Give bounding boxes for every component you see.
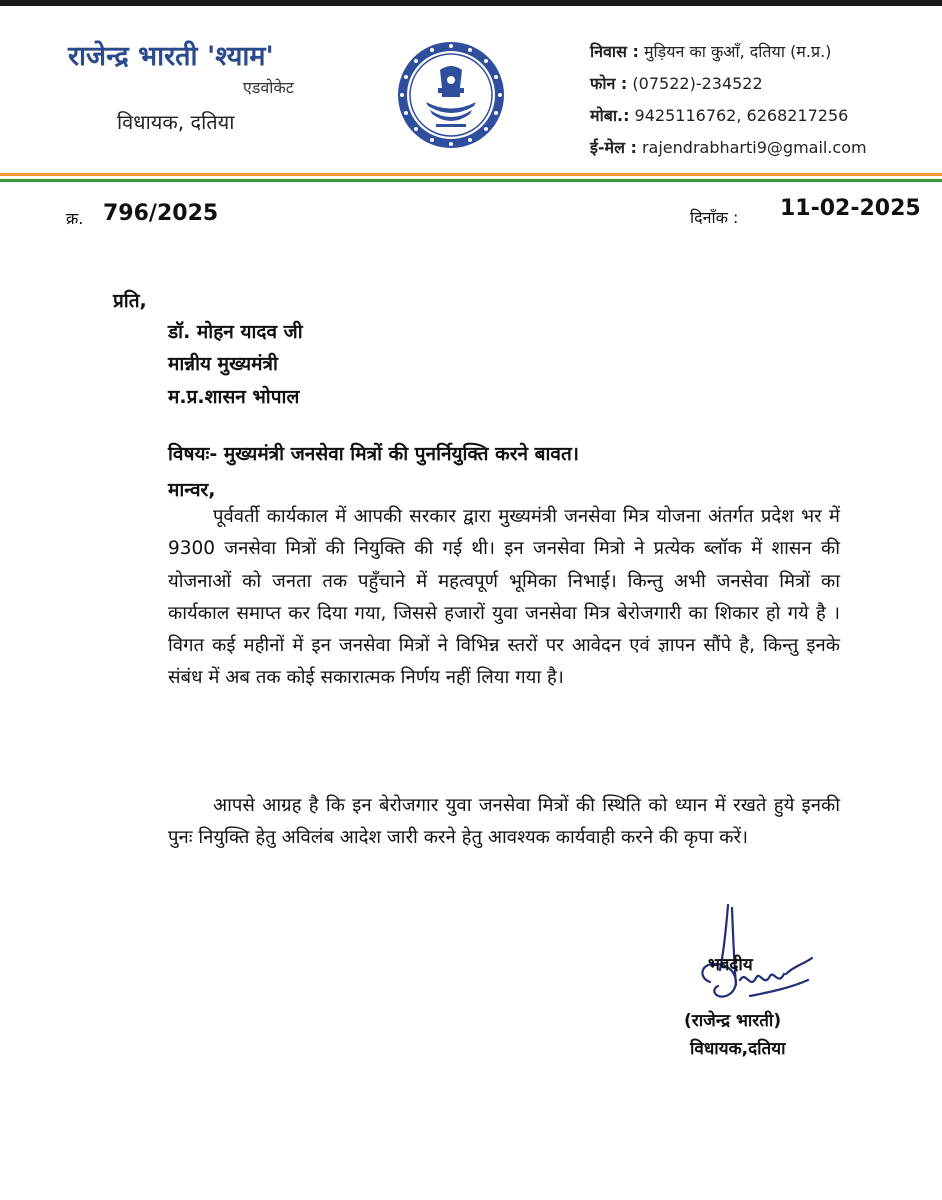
contact-mobile: मोबा.: 9425116762, 6268217256 [590, 106, 849, 125]
recipient-office: म.प्र.शासन भोपाल [168, 386, 300, 408]
letterhead-name: राजेन्द्र भारती 'श्याम' [68, 41, 274, 72]
recipient-title: मान्नीय मुख्यमंत्री [168, 353, 278, 375]
divider-green [0, 179, 942, 182]
contact-phone: फोन : (07522)-234522 [590, 74, 763, 93]
contact-residence: निवास : मुड़ियन का कुआँ, दतिया (म.प्र.) [590, 42, 832, 61]
closing-phrase: भवदीय [708, 955, 753, 975]
signatory-name: (राजेन्द्र भारती) [684, 1011, 782, 1031]
body-paragraph: पूर्ववर्ती कार्यकाल में आपकी सरकार द्वारा मुख्यमंत्री जनसेवा मित्र योजना अंतर्गत प्रदेश भर में 9300 जनसेवा मित्रों की नियुक्ति की गई थी। इन जनसेवा मित्रो ने प्रत्येक ब्लॉक में शासन की योजनाओं को जनता तक पहुँचाने में महत्वपूर्ण भूमिका निभाई। किन्तु अभी जनसेवा मित्रों का कार्यकाल समाप्त कर दिया गया, जिससे हजारों युवा जनसेवा मित्र बेरोजगारी का शिकार हो गये है । विगत कई महीनों में इन जनसेवा मित्रों ने विभिन्न स्तरों पर आवेदन एवं ज्ञापन सौंपे है, किन्तु इनके संबंध में अब तक कोई सकारात्मक निर्णय नहीं लिया गया है। [168, 506, 840, 689]
state-emblem-seal-icon [396, 40, 506, 150]
date-value: 11-02-2025 [780, 196, 921, 221]
recipient-name: डॉ. मोहन यादव जी [168, 321, 303, 343]
top-border [0, 0, 942, 6]
signatory-designation: विधायक,दतिया [690, 1039, 786, 1059]
letterhead-designation: विधायक, दतिया [117, 110, 235, 134]
date-label: दिनाँक : [690, 208, 739, 227]
body-paragraph: आपसे आग्रह है कि इन बेरोजगार युवा जनसेवा मित्रों की स्थिति को ध्यान में रखते हुये इनकी पुनः नियुक्ति हेतु अविलंब आदेश जारी करने हेतु आवश्यक कार्यवाही करने की कृपा करें। [168, 795, 840, 849]
reference-number: 796/2025 [103, 201, 219, 226]
recipient-to-label: प्रति, [113, 290, 147, 312]
contact-email: ई-मेल : rajendrabharti9@gmail.com [590, 138, 867, 157]
reference-label: क्र. [66, 209, 84, 228]
salutation: मान्वर, [168, 479, 216, 501]
letterhead-profession: एडवोकेट [243, 78, 294, 97]
letter-subject: विषयः- मुख्यमंत्री जनसेवा मित्रों की पुनर्नियुक्ति करने बावत। [168, 443, 579, 465]
